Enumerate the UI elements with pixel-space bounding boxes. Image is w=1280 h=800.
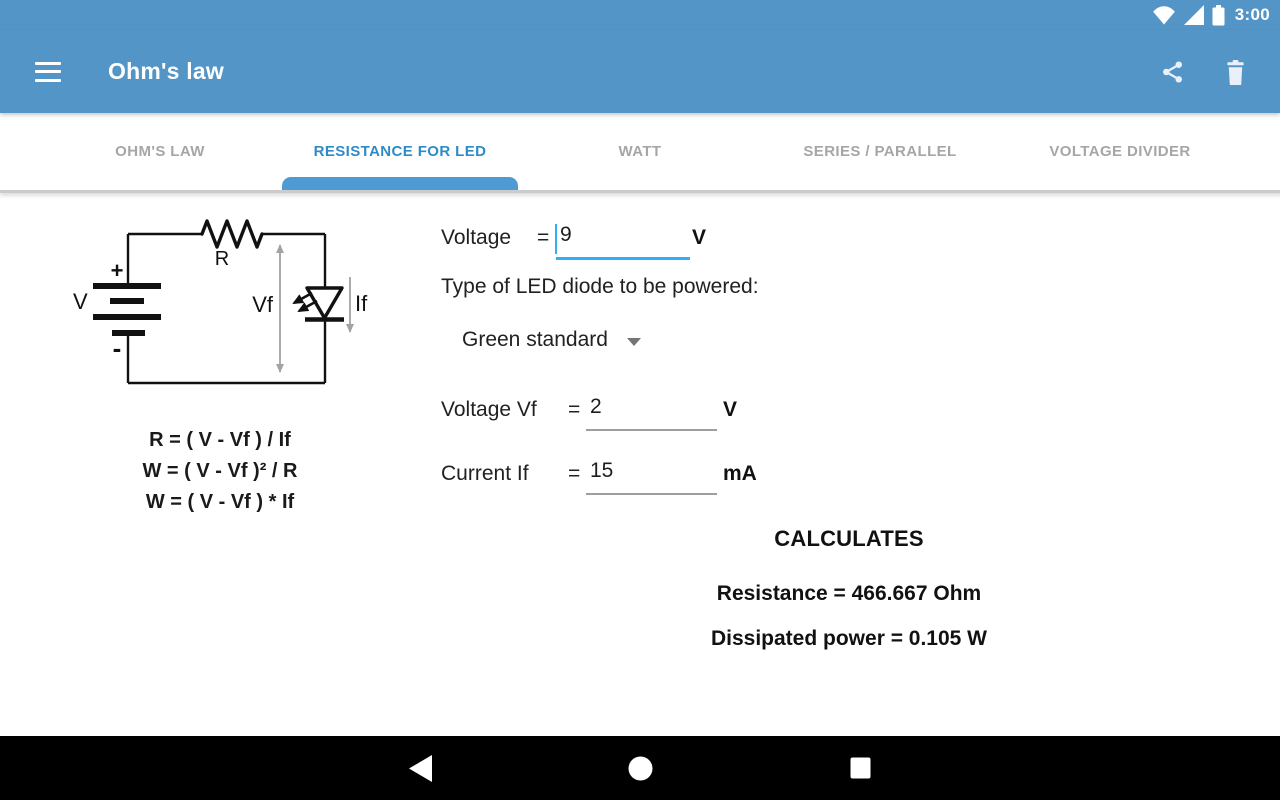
home-icon <box>628 756 653 781</box>
tab-resistance-for-led[interactable] <box>280 113 520 190</box>
current-if-equals: = <box>568 462 581 485</box>
wifi-icon <box>1152 5 1176 25</box>
battery-plus-label: + <box>110 258 124 283</box>
back-button[interactable] <box>406 754 434 782</box>
app-bar <box>0 30 1280 113</box>
voltage-label: Voltage <box>441 226 512 249</box>
formula-line: R = ( V - Vf ) / If <box>149 429 291 451</box>
led-circuit-diagram <box>60 201 380 401</box>
voltage-vf-input[interactable] <box>586 391 717 431</box>
current-if-label: Current If <box>441 462 529 485</box>
delete-button[interactable] <box>1222 59 1248 85</box>
tab-voltage-divider[interactable] <box>1000 113 1240 190</box>
page-title: Ohm's law <box>108 58 224 84</box>
tab-label: SERIES / PARALLEL <box>803 143 957 160</box>
resistor-label: R <box>214 248 230 270</box>
battery-voltage-label: V <box>73 289 88 314</box>
current-if-unit: mA <box>723 462 757 485</box>
recents-button[interactable] <box>846 754 874 782</box>
app-bar-actions <box>1159 59 1248 85</box>
calculates-title: CALCULATES <box>774 526 924 551</box>
navigation-bar <box>0 736 1280 800</box>
content-area <box>0 193 1280 736</box>
formula-line: W = ( V - Vf )² / R <box>142 460 298 482</box>
text-cursor-caret <box>555 224 557 254</box>
result-resistance: Resistance = 466.667 Ohm <box>716 582 982 605</box>
voltage-input[interactable] <box>556 219 690 260</box>
voltage-vf-unit: V <box>723 398 738 421</box>
back-icon <box>409 755 432 782</box>
cellular-signal-icon <box>1183 5 1205 25</box>
home-button[interactable] <box>626 754 654 782</box>
clock-text: 3:00 <box>1234 5 1270 24</box>
voltage-vf-equals: = <box>568 398 581 421</box>
result-dissipated-power: Dissipated power = 0.105 W <box>710 627 987 650</box>
tab-series-parallel[interactable] <box>760 113 1000 190</box>
tab-bar <box>0 113 1280 193</box>
led-type-select[interactable] <box>462 328 641 352</box>
voltage-unit: V <box>692 226 707 249</box>
current-if-input[interactable] <box>586 455 717 495</box>
battery-minus-label: - <box>112 333 122 363</box>
formula-line: W = ( V - Vf ) * If <box>145 491 295 513</box>
battery-icon <box>1212 5 1225 26</box>
led-vf-label: Vf <box>252 292 273 317</box>
voltage-vf-label: Voltage Vf <box>441 398 537 421</box>
led-if-label: If <box>355 291 368 316</box>
recents-icon <box>850 757 871 779</box>
dropdown-arrow-icon <box>627 338 641 346</box>
menu-icon[interactable] <box>35 62 61 82</box>
voltage-equals: = <box>537 226 550 249</box>
tab-watt[interactable] <box>520 113 760 190</box>
formula-list <box>20 425 420 518</box>
tab-label: OHM'S LAW <box>115 143 205 160</box>
share-icon <box>1160 59 1185 85</box>
tab-label: RESISTANCE FOR LED <box>313 143 487 160</box>
led-type-label: Type of LED diode to be powered: <box>441 275 759 298</box>
tab-ohms-law[interactable] <box>40 113 280 190</box>
active-tab-indicator <box>282 177 518 190</box>
share-button[interactable] <box>1159 59 1185 85</box>
tab-label: VOLTAGE DIVIDER <box>1049 143 1191 160</box>
status-bar <box>0 0 1280 30</box>
trash-icon <box>1224 59 1247 85</box>
led-type-value: Green standard <box>462 328 608 351</box>
tab-label: WATT <box>618 143 662 160</box>
